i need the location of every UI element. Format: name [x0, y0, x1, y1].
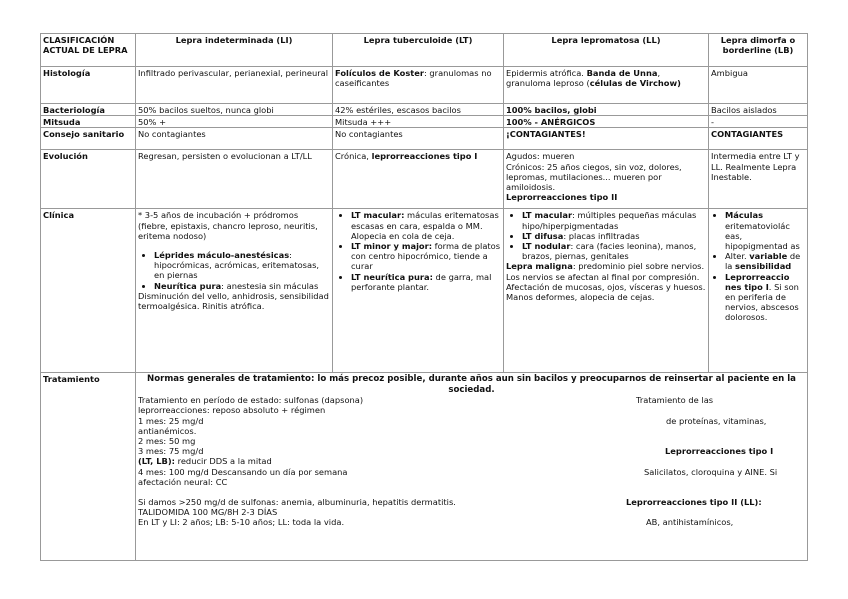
clinica-lb-list: [711, 210, 805, 322]
histologia-ll-a: Epidermis atrófica.: [506, 68, 587, 78]
header-row: [41, 34, 808, 67]
row-label-histologia: Histología: [41, 67, 136, 104]
tratamiento-left-2: leprorreacciones: reposo absoluto + régimen: [138, 405, 326, 416]
row-label-clinica: Clínica: [41, 209, 136, 373]
tratamiento-left-8: 4 mes: 100 mg/d Descansando un día por semana: [138, 466, 348, 477]
tratamiento-left-7: [138, 456, 272, 466]
tratamiento-left-12: En LT y LI: 2 años; LB: 5-10 años; LL: toda la vida.: [138, 517, 345, 528]
mitsuda-lb: -: [709, 116, 808, 128]
leprosy-classification-table: [40, 33, 808, 561]
clinica-li-b2-text: : anestesia sin máculas: [221, 280, 319, 291]
row-label-bacteriologia: Bacteriología: [41, 104, 136, 116]
tratamiento-left-3: 1 mes: 25 mg/d: [138, 415, 204, 426]
histologia-li: Infiltrado perivascular, perianexial, perineural: [136, 67, 333, 104]
tratamiento-left-1: Tratamiento en período de estado: sulfonas (dapsona): [138, 395, 364, 406]
histologia-ll-e: ): [677, 78, 681, 89]
clinica-lb-b3-text: . Si son en periferia de nervios, abscesos dolorosos.: [725, 281, 799, 323]
clinica-lt-b2-bold: LT minor y major:: [351, 241, 433, 252]
clinica-ll-b1-bold: LT macular: [522, 210, 573, 221]
histologia-ll-b: Banda de Unna: [586, 68, 658, 78]
evolucion-li: Regresan, persisten o evolucionan a LT/LL: [136, 150, 333, 209]
row-mitsuda: [41, 116, 808, 128]
tratamiento-left-6: 3 mes: 75 mg/d: [138, 446, 204, 457]
tratamiento-line: [138, 446, 805, 456]
clinica-ll: [504, 209, 709, 373]
tratamiento-line: [138, 405, 805, 415]
clinica-lb-b1-text: eritematoviolác eas, hipopigmentad as: [725, 220, 800, 252]
clinica-ll-b3-bold: LT nodular: [522, 241, 571, 252]
row-label-consejo: Consejo sanitario: [41, 128, 136, 150]
tratamiento-left-5: 2 mes: 50 mg: [138, 435, 196, 446]
evolucion-lt-b: leprorreacciones tipo I: [371, 151, 478, 162]
tratamiento-line: [138, 416, 805, 426]
clinica-ll-maligna-bold: Lepra maligna: [506, 261, 573, 272]
tratamiento-left-7-bold: (LT, LB):: [138, 456, 175, 467]
evolucion-ll-leprorreacciones: Leprorreacciones tipo II: [506, 192, 618, 203]
clinica-li-outro: Disminución del vello, anhidrosis, sensibilidad termoalgésica. Rinitis atrófica.: [138, 290, 329, 312]
consejo-li: No contagiantes: [136, 128, 333, 150]
clinica-ll-maligna: [506, 261, 706, 302]
list-item: [725, 272, 805, 323]
clinica-lb: [709, 209, 808, 373]
row-label-mitsuda: Mitsuda: [41, 116, 136, 128]
bacteriologia-li: 50% bacilos sueltos, nunca globi: [136, 104, 333, 116]
tratamiento-right-12: AB, antihistamínicos,: [646, 517, 734, 528]
bacteriologia-ll: 100% bacilos, globi: [504, 104, 709, 116]
tratamiento-left-9: afectación neural: CC: [138, 476, 228, 487]
evolucion-lb: Intermedia entre LT y LL. Realmente Lepra Inestable.: [709, 150, 808, 209]
clinica-ll-list: [506, 210, 706, 261]
row-evolucion: [41, 150, 808, 209]
tratamiento-left-10: Si damos >250 mg/d de sulfonas: anemia, albuminuria, hepatitis dermatitis.: [138, 497, 456, 508]
list-item: [154, 250, 330, 281]
histologia-ll: [504, 67, 709, 104]
tratamiento-heading: Normas generales de tratamiento: lo más precoz posible, durante años aun sin bacilos y preocuparnos de reinsertar al paciente en la sociedad.: [147, 374, 796, 395]
header-lb: Lepra dimorfa o borderline (LB): [709, 34, 808, 67]
header-ll: Lepra lepromatosa (LL): [504, 34, 709, 67]
tratamiento-cell: [136, 373, 808, 561]
tratamiento-right-6: Leprorreacciones tipo I: [665, 446, 774, 457]
tratamiento-right-8: Salicilatos, cloroquina y AINE. Si: [644, 466, 778, 477]
clinica-ll-b2-bold: LT difusa: [522, 230, 564, 241]
clinica-lb-b2-bold2: sensibilidad: [735, 261, 792, 272]
mitsuda-lt: Mitsuda +++: [333, 116, 504, 128]
tratamiento-right-1: Tratamiento de las: [636, 395, 714, 406]
clinica-lt-list: [335, 210, 501, 292]
tratamiento-line: [138, 517, 805, 527]
tratamiento-line: [138, 507, 805, 517]
clinica-lt-b2-text: forma de platos con centro hipocrómico, tiende a curar: [351, 241, 501, 272]
row-bacteriologia: [41, 104, 808, 116]
evolucion-lt-a: Crónica,: [335, 151, 372, 162]
evolucion-lt: [333, 150, 504, 209]
histologia-ll-d: células de Virchow: [589, 78, 678, 89]
row-consejo: [41, 128, 808, 150]
clinica-lb-b2-bold: variable: [749, 251, 788, 262]
list-item: [522, 231, 706, 241]
clinica-ll-b3-text: : cara (facies leonina), manos, brazos, piernas, genitales: [522, 241, 697, 262]
clinica-lt-b1-text: máculas eritematosas escasas en cara, espalda o MM. Alopecia en cola de ceja.: [351, 210, 499, 241]
tratamiento-line: [138, 497, 805, 507]
clinica-ll-b2-text: : placas infiltradas: [563, 230, 640, 241]
list-item: [522, 241, 706, 261]
list-item: [351, 210, 501, 241]
tratamiento-line: [138, 436, 805, 446]
clinica-lt: [333, 209, 504, 373]
list-item: [522, 210, 706, 230]
list-item: [351, 241, 501, 272]
clinica-ll-maligna-text: : predominio piel sobre nervios. Los nervios se afectan al final por compresión. Afectación de mucosas, ojos, vísceras y huesos. Manos deformes, alopecia de cejas.: [506, 261, 706, 303]
row-label-evolucion: Evolución: [41, 150, 136, 209]
clinica-li-intro: * 3-5 años de incubación + pródromos (fiebre, epistaxis, chancro leproso, neuritis, eritema nodoso): [138, 210, 318, 241]
histologia-ll-c: , granuloma leproso (: [506, 68, 661, 89]
tratamiento-line: [138, 477, 805, 487]
tratamiento-line: [138, 426, 805, 436]
clinica-lb-b2-a: Alter.: [725, 251, 750, 262]
list-item: [725, 251, 805, 271]
consejo-ll: ¡CONTAGIANTES!: [504, 128, 709, 150]
bacteriologia-lb: Bacilos aislados: [709, 104, 808, 116]
clinica-lb-b1-bold: Máculas: [725, 210, 764, 221]
clinica-li-list: [138, 250, 330, 291]
list-item: [351, 272, 501, 292]
header-li: Lepra indeterminada (LI): [136, 34, 333, 67]
clinica-ll-b1-text: : múltiples pequeñas máculas hipo/hiperpigmentadas: [522, 210, 697, 231]
clinica-li-b1-text: : hipocrómicas, acrómicas, eritematosas, en piernas: [154, 250, 320, 281]
clinica-li: [136, 209, 333, 373]
list-item: [154, 281, 330, 291]
evolucion-ll-cronicos: Crónicos: 25 años ciegos, sin voz, dolores, lepromas, mutilaciones... mueren por amiloidosis.: [506, 161, 682, 193]
row-clinica: [41, 209, 808, 373]
clinica-lt-b3-bold: LT neurítica pura:: [351, 271, 433, 282]
document-page: [40, 33, 807, 561]
evolucion-ll-agudos: Agudos: mueren: [506, 151, 575, 162]
consejo-lb: CONTAGIANTES: [709, 128, 808, 150]
tratamiento-line: [138, 395, 805, 405]
clinica-lb-b3-bold: Leprorreaccio nes tipo I: [725, 271, 790, 292]
tratamiento-left-11: TALIDOMIDA 100 MG/8H 2-3 DÍAS: [138, 507, 278, 518]
tratamiento-line: [138, 456, 805, 466]
histologia-lt-text: : granulomas no caseificantes: [335, 68, 492, 89]
bacteriologia-lt: 42% estériles, escasos bacilos: [333, 104, 504, 116]
tratamiento-spacer: [138, 487, 805, 497]
header-lt: Lepra tuberculoide (LT): [333, 34, 504, 67]
tratamiento-left-4: antianémicos.: [138, 425, 197, 436]
tratamiento-left-7-text: reducir DDS a la mitad: [174, 456, 272, 467]
row-label-tratamiento: Tratamiento: [41, 373, 136, 561]
clinica-lt-b3-text: de garra, mal perforante plantar.: [351, 271, 492, 292]
mitsuda-ll: 100% - ANÉRGICOS: [504, 116, 709, 128]
header-classification: CLASIFICACIÓN ACTUAL DE LEPRA: [41, 34, 136, 67]
consejo-lt: No contagiantes: [333, 128, 504, 150]
tratamiento-line: [138, 467, 805, 477]
clinica-lt-b1-bold: LT macular:: [351, 210, 405, 221]
clinica-li-b1-bold: Léprides máculo-anestésicas: [154, 250, 290, 261]
row-tratamiento: [41, 373, 808, 561]
row-histologia: [41, 67, 808, 104]
tratamiento-right-10: Leprorreacciones tipo II (LL):: [626, 497, 762, 508]
mitsuda-li: 50% +: [136, 116, 333, 128]
histologia-lt: [333, 67, 504, 104]
tratamiento-right-3: de proteínas, vitaminas,: [666, 415, 767, 426]
list-item: [725, 210, 805, 251]
histologia-lt-bold: Folículos de Koster: [335, 68, 424, 78]
clinica-lb-b2-b: de la: [725, 251, 801, 272]
clinica-li-b2-bold: Neurítica pura: [154, 280, 222, 291]
evolucion-ll: [504, 150, 709, 209]
histologia-lb: Ambigua: [709, 67, 808, 104]
